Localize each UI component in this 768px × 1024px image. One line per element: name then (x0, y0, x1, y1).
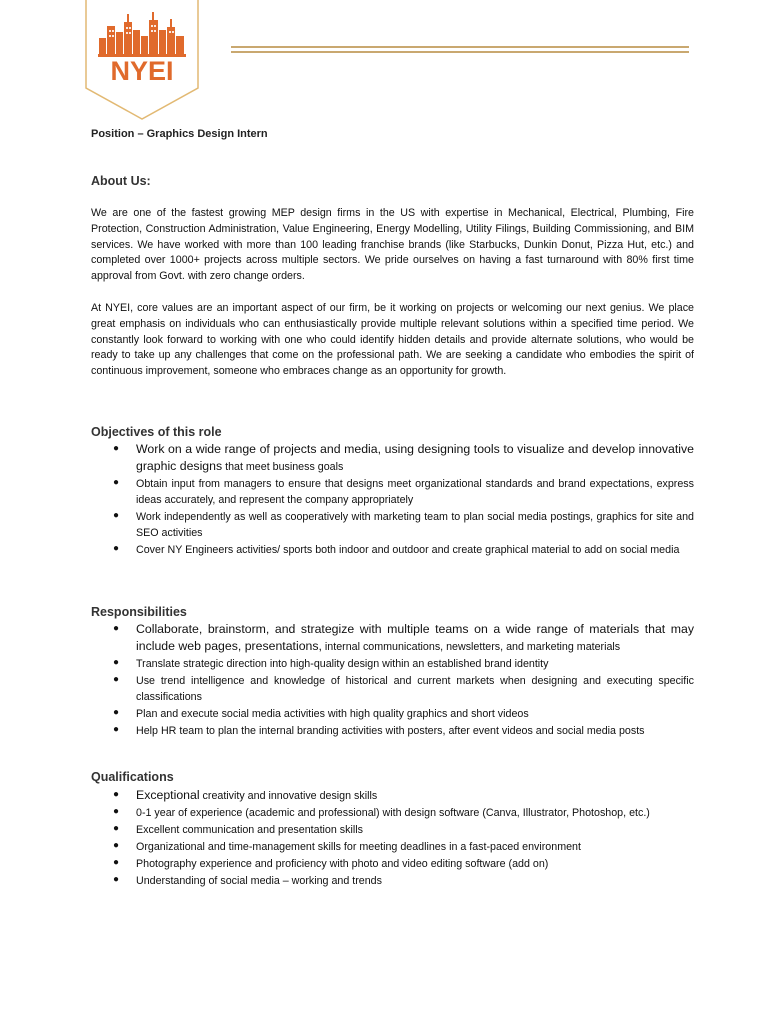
header-rule (231, 46, 689, 53)
list-item (110, 838, 694, 855)
list-item (110, 855, 694, 872)
list-item (110, 722, 694, 739)
objectives-heading: Objectives of this role (91, 425, 222, 439)
header-rule-bottom (231, 51, 689, 53)
list-item (110, 821, 694, 838)
list-item (110, 441, 694, 475)
bullet-icon: ● (113, 477, 120, 488)
position-title: Position – Graphics Design Intern (91, 128, 268, 140)
bullet-icon: ● (113, 510, 120, 521)
bullet-icon: ● (113, 674, 120, 685)
bullet-icon: ● (113, 543, 120, 554)
responsibilities-list (110, 621, 694, 739)
list-item-text: creativity and innovative design skills (199, 790, 378, 802)
list-item-lead: Work on a wide range of projects and media, using designing tools to visualize and develop innovative graphic designs (136, 442, 694, 473)
list-item-text: Work independently as well as cooperatively with marketing team to plan social media postings, graphics for site and SEO activities (136, 511, 694, 539)
list-item-text: Cover NY Engineers activities/ sports both indoor and outdoor and create graphical material to add on social media (136, 544, 680, 556)
logo-wordmark: NYEI (110, 56, 174, 86)
list-item-text: Help HR team to plan the internal branding activities with posters, after event videos and social media posts (136, 725, 645, 737)
list-item-text: Photography experience and proficiency with photo and video editing software (add on) (136, 858, 549, 870)
logo-badge-graphic (85, 0, 199, 120)
list-item (110, 621, 694, 655)
header-rule-top (231, 46, 689, 48)
list-item-text: internal communications, newsletters, and marketing materials (321, 641, 621, 653)
list-item-text: Understanding of social media – working and trends (136, 875, 382, 887)
bullet-icon: ● (113, 806, 120, 817)
list-item-lead: Exceptional (136, 788, 200, 802)
list-item-text: that meet business goals (222, 461, 344, 473)
about-paragraph-2: At NYEI, core values are an important aspect of our firm, be it working on projects or welcoming our next genius. We place great emphasis on individuals who can enthusiastically provide multiple relevant solutions within a specified time period. We constantly look forward to working with one who could identify hidden details and provide alternate solutions, who would be ready to take up any challenges that come on the professional path. We are seeking a candidate who embodies the spirit of continuous improvement, someone who embraces change as an opportunity for growth. (91, 302, 694, 378)
list-item-text: Translate strategic direction into high-quality design within an established brand identity (136, 658, 549, 670)
about-paragraph-1: We are one of the fastest growing MEP design firms in the US with expertise in Mechanical, Electrical, Plumbing, Fire Protection, Construction Administration, Value Engineering, Energy Modelling, Utility Filings, Building Commissioning, and BIM services. We have worked with more than 100 leading franchise brands (like Starbucks, Dunkin Donut, Pizza Hut, etc.) and completed over 1000+ projects across multiple sectors. We pride ourselves on having a fast turnaround with 80% first time approval from Govt. with zero change orders. (91, 207, 694, 283)
responsibilities-heading: Responsibilities (91, 605, 187, 619)
list-item (110, 508, 694, 541)
list-item (110, 475, 694, 508)
list-item-text: Excellent communication and presentation skills (136, 824, 363, 836)
list-item-text: Obtain input from managers to ensure that designs meet organizational standards and brand expectations, express ideas accurately, and represent the company appropriately (136, 478, 694, 506)
bullet-icon: ● (113, 657, 120, 668)
list-item-text: Plan and execute social media activities with high quality graphics and short videos (136, 708, 529, 720)
company-logo (85, 0, 199, 120)
list-item (110, 672, 694, 705)
bullet-icon: ● (113, 707, 120, 718)
list-item (110, 872, 694, 889)
list-item (110, 787, 694, 804)
bullet-icon: ● (113, 857, 120, 868)
list-item (110, 804, 694, 821)
bullet-icon: ● (113, 443, 120, 454)
bullet-icon: ● (113, 623, 120, 634)
bullet-icon: ● (113, 874, 120, 885)
bullet-icon: ● (113, 840, 120, 851)
list-item (110, 705, 694, 722)
about-heading: About Us: (91, 174, 151, 188)
list-item-text: Use trend intelligence and knowledge of historical and current markets when designing and executing specific classifications (136, 675, 694, 703)
list-item (110, 655, 694, 672)
list-item-text: 0-1 year of experience (academic and professional) with design software (Canva, Illustrator, Photoshop, etc.) (136, 807, 650, 819)
objectives-list (110, 441, 694, 558)
qualifications-list (110, 787, 694, 889)
bullet-icon: ● (113, 724, 120, 735)
list-item-lead: Collaborate, brainstorm, and strategize with multiple teams on a wide range of materials that may include web pages, presentations, (136, 622, 694, 653)
bullet-icon: ● (113, 823, 120, 834)
list-item-text: Organizational and time-management skills for meeting deadlines in a fast-paced environment (136, 841, 581, 853)
bullet-icon: ● (113, 789, 120, 800)
qualifications-heading: Qualifications (91, 770, 174, 784)
list-item (110, 541, 694, 558)
